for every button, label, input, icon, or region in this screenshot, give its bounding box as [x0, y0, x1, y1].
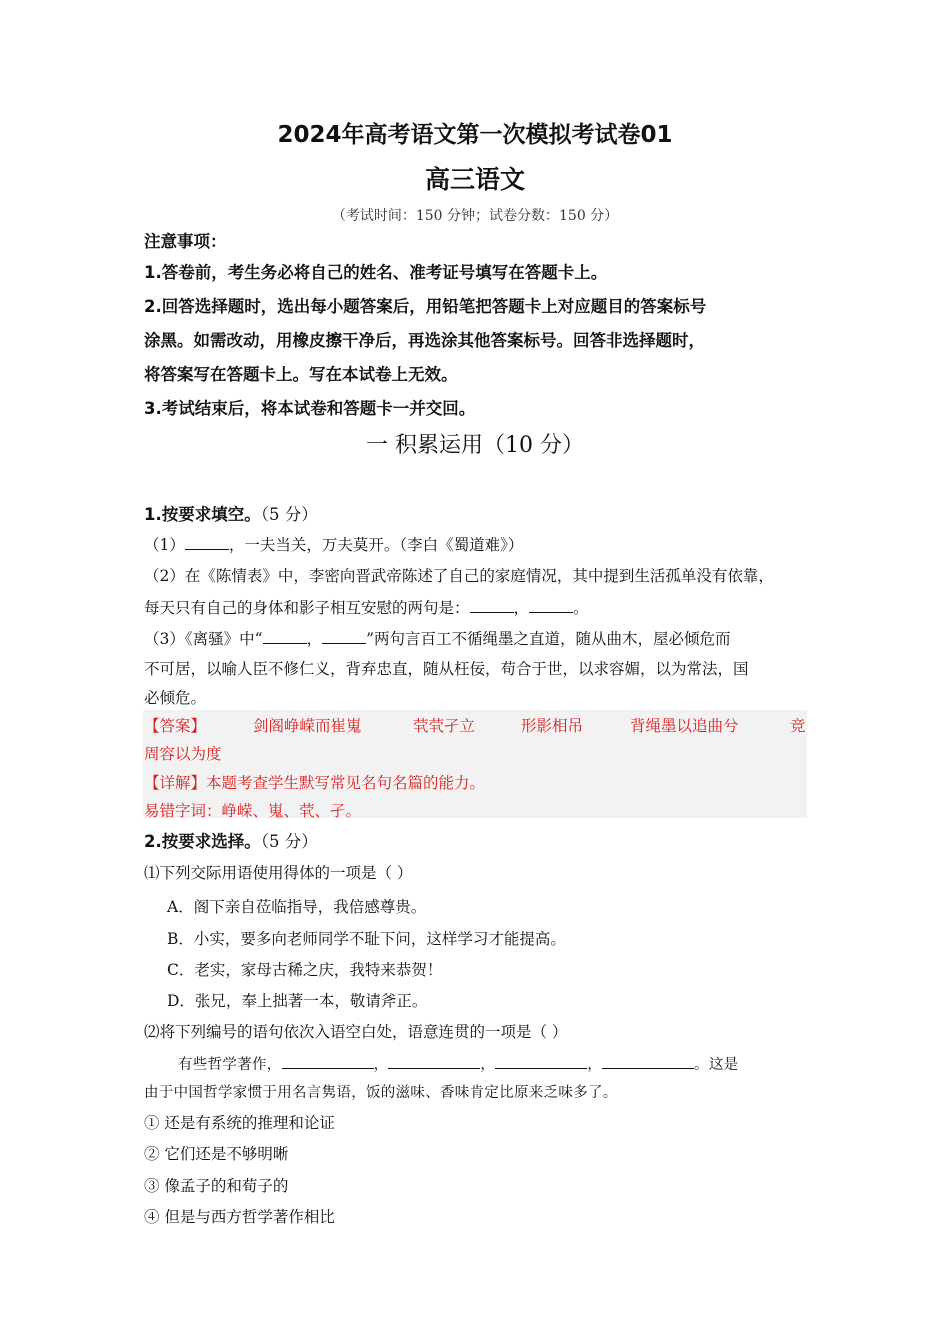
q2-passage-line-2: 由于中国哲学家惯于用名言隽语，饭的滋味、香味肯定比原来乏味多了。: [144, 1085, 618, 1101]
answer-5: 竞: [790, 717, 806, 735]
notes-line-2: 2.回答选择题时，选出每小题答案后，用铅笔把答题卡上对应题目的答案标号: [144, 297, 707, 316]
passage-start: 有些哲学著作，: [178, 1057, 282, 1073]
q2-option-d[interactable]: D．张兄，奉上拙著一本，敬请斧正。: [167, 992, 428, 1010]
passage-sep: ，: [373, 1057, 389, 1073]
answer-typo-note: 易错字词：峥嵘、嵬、茕、孑。: [144, 802, 362, 820]
q2-option-c[interactable]: C．老实，家母古稀之庆，我特来恭贺！: [167, 961, 443, 979]
fill-blank[interactable]: [495, 1054, 587, 1069]
q2-option-b[interactable]: B．小实，要多向老师同学不耻下问，这样学习才能提高。: [167, 930, 566, 948]
question-2-points: （5 分）: [260, 832, 318, 851]
question-2-title: 2.按要求选择。: [144, 832, 261, 851]
fill-blank[interactable]: [185, 535, 229, 550]
q2-passage-line-1: [178, 1053, 738, 1074]
exam-info: （考试时间：150 分钟；试卷分数：150 分）: [331, 208, 619, 224]
fill-blank[interactable]: [602, 1054, 694, 1069]
question-1-heading: [144, 501, 318, 525]
passage-sep: ，: [587, 1057, 603, 1073]
q1-part-2-line-1: （2）在《陈情表》中，李密向晋武帝陈述了自己的家庭情况，其中提到生活孤单没有依靠，: [144, 567, 774, 585]
q1-part-3-line-2: 不可居，以喻人臣不修仁义，背弃忠直，随从枉佞，苟合于世，以求容媚，以为常法，国: [144, 660, 749, 678]
fill-blank[interactable]: [282, 1054, 374, 1069]
exam-subtitle: 高三语文: [424, 165, 525, 194]
answer-4: 背绳墨以追曲兮: [630, 717, 739, 735]
q2-item-4: ④ 但是与西方哲学著作相比: [144, 1208, 335, 1226]
notes-line-4: 将答案写在答题卡上。写在本试卷上无效。: [144, 365, 458, 384]
section-title: 一 积累运用（10 分）: [366, 433, 584, 458]
q2-item-3: ③ 像孟子的和荀子的: [144, 1177, 289, 1195]
answer-label: 【答案】: [144, 717, 207, 735]
question-1-title: 1.按要求填空。: [144, 505, 261, 524]
answer-line-2: 周容以为度: [144, 745, 222, 763]
fill-blank[interactable]: [388, 1054, 480, 1069]
notes-line-3: 涂黑。如需改动，用橡皮擦干净后，再选涂其他答案标号。回答非选择题时，: [144, 331, 705, 350]
q2-option-a[interactable]: A．阁下亲自莅临指导，我倍感尊贵。: [167, 898, 427, 916]
q1-part-3-suffix: ”两句言百工不循绳墨之直道，随从曲木，屋必倾危而: [366, 630, 731, 648]
notes-heading: 注意事项：: [144, 232, 227, 251]
answer-1: 剑阁峥嵘而崔嵬: [253, 717, 362, 735]
q1-part-2-sep: ，: [513, 599, 530, 617]
question-1-points: （5 分）: [260, 505, 318, 524]
answer-detail: 【详解】本题考查学生默写常见名句名篇的能力。: [144, 774, 486, 792]
notes-line-5: 3.考试结束后，将本试卷和答题卡一并交回。: [144, 399, 476, 418]
q1-part-1-suffix: ，一夫当关，万夫莫开。（李白《蜀道难》）: [228, 536, 524, 554]
fill-blank[interactable]: [322, 629, 366, 644]
passage-sep: ，: [480, 1057, 496, 1073]
fill-blank[interactable]: [263, 629, 307, 644]
notes-line-1: 1.答卷前，考生务必将自己的姓名、准考证号填写在答题卡上。: [144, 263, 608, 282]
q1-part-3-prefix: （3）《离骚》中“: [144, 630, 263, 648]
q2-sub-1: ⑴下列交际用语使用得体的一项是（ ）: [144, 864, 413, 882]
q2-item-2: ② 它们还是不够明晰: [144, 1145, 289, 1163]
q1-part-2-end: 。: [573, 599, 589, 617]
q2-item-1: ① 还是有系统的推理和论证: [144, 1114, 335, 1132]
question-2-heading: [144, 828, 318, 852]
q1-part-3-line-1: [144, 627, 731, 649]
q2-sub-2: ⑵将下列编号的语句依次入语空白处，语意连贯的一项是（ ）: [144, 1023, 568, 1041]
q1-part-2-prefix: 每天只有自己的身体和影子相互安慰的两句是：: [144, 599, 470, 617]
answer-3: 形影相吊: [521, 717, 584, 735]
q1-part-3-line-3: 必倾危。: [144, 689, 207, 707]
exam-title: 2024年高考语文第一次模拟考试卷01: [277, 122, 673, 148]
answer-2: 茕茕孑立: [413, 717, 476, 735]
passage-end: 。这是: [694, 1057, 739, 1073]
fill-blank[interactable]: [470, 598, 514, 613]
q1-part-1: [144, 533, 523, 555]
fill-blank[interactable]: [529, 598, 573, 613]
q1-part-3-sep: ，: [306, 630, 323, 648]
q1-part-1-prefix: （1）: [144, 536, 185, 554]
q1-part-2-line-2: [144, 596, 589, 618]
